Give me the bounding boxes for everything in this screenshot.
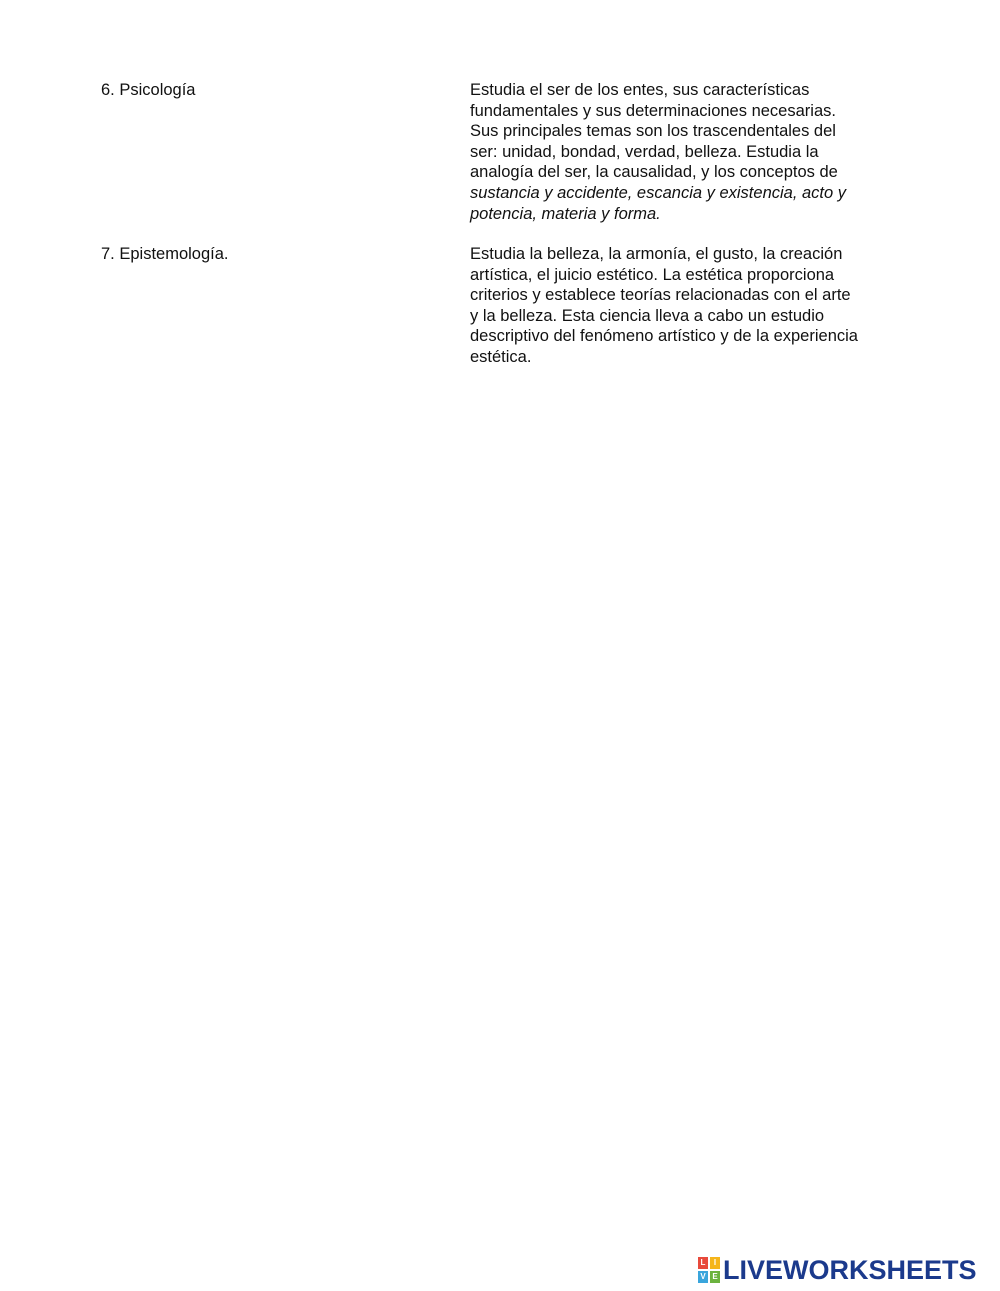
definition-line: y la belleza. Esta ciencia lleva a cabo un estudio [470,306,825,325]
definition-line: estética. [470,347,532,366]
definition-line: fundamentales y sus determinaciones necesarias. [470,101,836,120]
logo-block: I [710,1257,720,1269]
liveworksheets-logo [698,1256,977,1284]
logo-block: E [710,1271,720,1283]
definition-line: criterios y establece teorías relacionadas con el arte [470,286,851,305]
term-epistemologia: 7. Epistemología. [101,245,229,263]
definition-line: ser: unidad, bondad, verdad, belleza. Estudia la [470,142,819,161]
definition-line: descriptivo del fenómeno artístico y de la experiencia [470,327,858,346]
definition-line: Sus principales temas son los trascendentales del [470,122,836,141]
definition-line: sustancia y accidente, escancia y existencia, acto y [470,183,847,202]
liveworksheets-logo-icon [698,1257,720,1283]
definition-line: analogía del ser, la causalidad, y los conceptos de [470,163,838,182]
definition-line: Estudia la belleza, la armonía, el gusto, la creación [470,245,843,263]
logo-block: V [698,1271,708,1283]
definition-line: potencia, materia y forma. [470,204,661,223]
logo-block: L [698,1257,708,1269]
definition-estetica [470,244,910,368]
liveworksheets-wordmark: LIVEWORKSHEETS [723,1255,977,1285]
definition-line: Estudia el ser de los entes, sus características [470,81,810,99]
definition-metafisica [470,80,910,224]
definition-line: artística, el juicio estético. La estética proporciona [470,265,835,284]
term-psicologia: 6. Psicología [101,81,196,99]
